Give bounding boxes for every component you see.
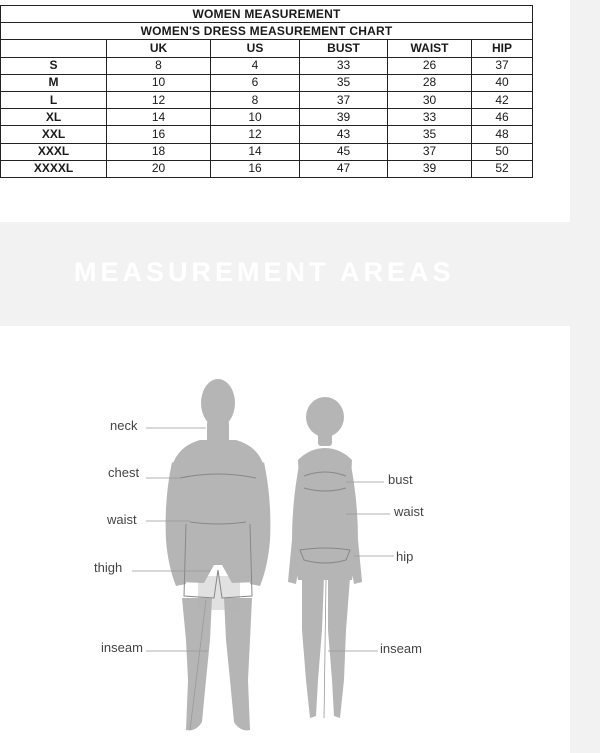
column-header-waist: WAIST	[388, 40, 472, 57]
table-row	[1, 74, 533, 91]
hip-cell: 52	[472, 160, 533, 177]
bust-cell: 45	[300, 143, 388, 160]
size-label: XXXXL	[1, 160, 107, 177]
us-cell: 12	[211, 126, 300, 143]
waist-cell: 26	[388, 57, 472, 74]
table-row	[1, 57, 533, 74]
hip-cell: 42	[472, 91, 533, 108]
chart-subtitle: WOMEN'S DRESS MEASUREMENT CHART	[1, 23, 533, 40]
uk-cell: 10	[107, 74, 211, 91]
label-hip: hip	[396, 549, 414, 564]
hip-cell: 50	[472, 143, 533, 160]
label-chest: chest	[108, 465, 140, 480]
size-chart-table	[0, 5, 533, 178]
waist-cell: 35	[388, 126, 472, 143]
column-header-bust: BUST	[300, 40, 388, 57]
column-header-size	[1, 40, 107, 57]
waist-cell: 39	[388, 160, 472, 177]
us-cell: 4	[211, 57, 300, 74]
size-label: XXXL	[1, 143, 107, 160]
size-label: L	[1, 91, 107, 108]
label-male-waist: waist	[107, 512, 137, 527]
uk-cell: 12	[107, 91, 211, 108]
section-banner-title: MEASUREMENT AREAS	[74, 257, 455, 287]
bust-cell: 47	[300, 160, 388, 177]
body-silhouettes-figure	[0, 326, 570, 753]
label-female-inseam: inseam	[380, 641, 422, 656]
bust-cell: 35	[300, 74, 388, 91]
uk-cell: 14	[107, 109, 211, 126]
us-cell: 16	[211, 160, 300, 177]
size-label: XXL	[1, 126, 107, 143]
us-cell: 6	[211, 74, 300, 91]
waist-cell: 37	[388, 143, 472, 160]
size-label: XL	[1, 109, 107, 126]
bust-cell: 39	[300, 109, 388, 126]
table-row	[1, 109, 533, 126]
uk-cell: 16	[107, 126, 211, 143]
bust-cell: 33	[300, 57, 388, 74]
column-header-hip: HIP	[472, 40, 533, 57]
label-bust: bust	[388, 472, 413, 487]
hip-cell: 37	[472, 57, 533, 74]
size-label: S	[1, 57, 107, 74]
uk-cell: 8	[107, 57, 211, 74]
waist-cell: 28	[388, 74, 472, 91]
uk-cell: 18	[107, 143, 211, 160]
table-row	[1, 143, 533, 160]
us-cell: 10	[211, 109, 300, 126]
bust-cell: 43	[300, 126, 388, 143]
label-male-inseam: inseam	[101, 640, 143, 655]
chart-title: WOMEN MEASUREMENT	[1, 6, 533, 23]
hip-cell: 48	[472, 126, 533, 143]
column-header-uk: UK	[107, 40, 211, 57]
waist-cell: 33	[388, 109, 472, 126]
size-chart-card	[0, 0, 570, 222]
us-cell: 8	[211, 91, 300, 108]
table-header-row	[1, 40, 533, 57]
uk-cell: 20	[107, 160, 211, 177]
table-row	[1, 91, 533, 108]
measurement-figure-card	[0, 326, 570, 753]
label-thigh: thigh	[94, 560, 123, 575]
table-row	[1, 160, 533, 177]
hip-cell: 40	[472, 74, 533, 91]
us-cell: 14	[211, 143, 300, 160]
column-header-us: US	[211, 40, 300, 57]
bust-cell: 37	[300, 91, 388, 108]
label-neck: neck	[110, 418, 138, 433]
label-female-waist: waist	[394, 504, 424, 519]
table-row	[1, 126, 533, 143]
male-silhouette	[166, 379, 271, 730]
size-label: M	[1, 74, 107, 91]
hip-cell: 46	[472, 109, 533, 126]
waist-cell: 30	[388, 91, 472, 108]
